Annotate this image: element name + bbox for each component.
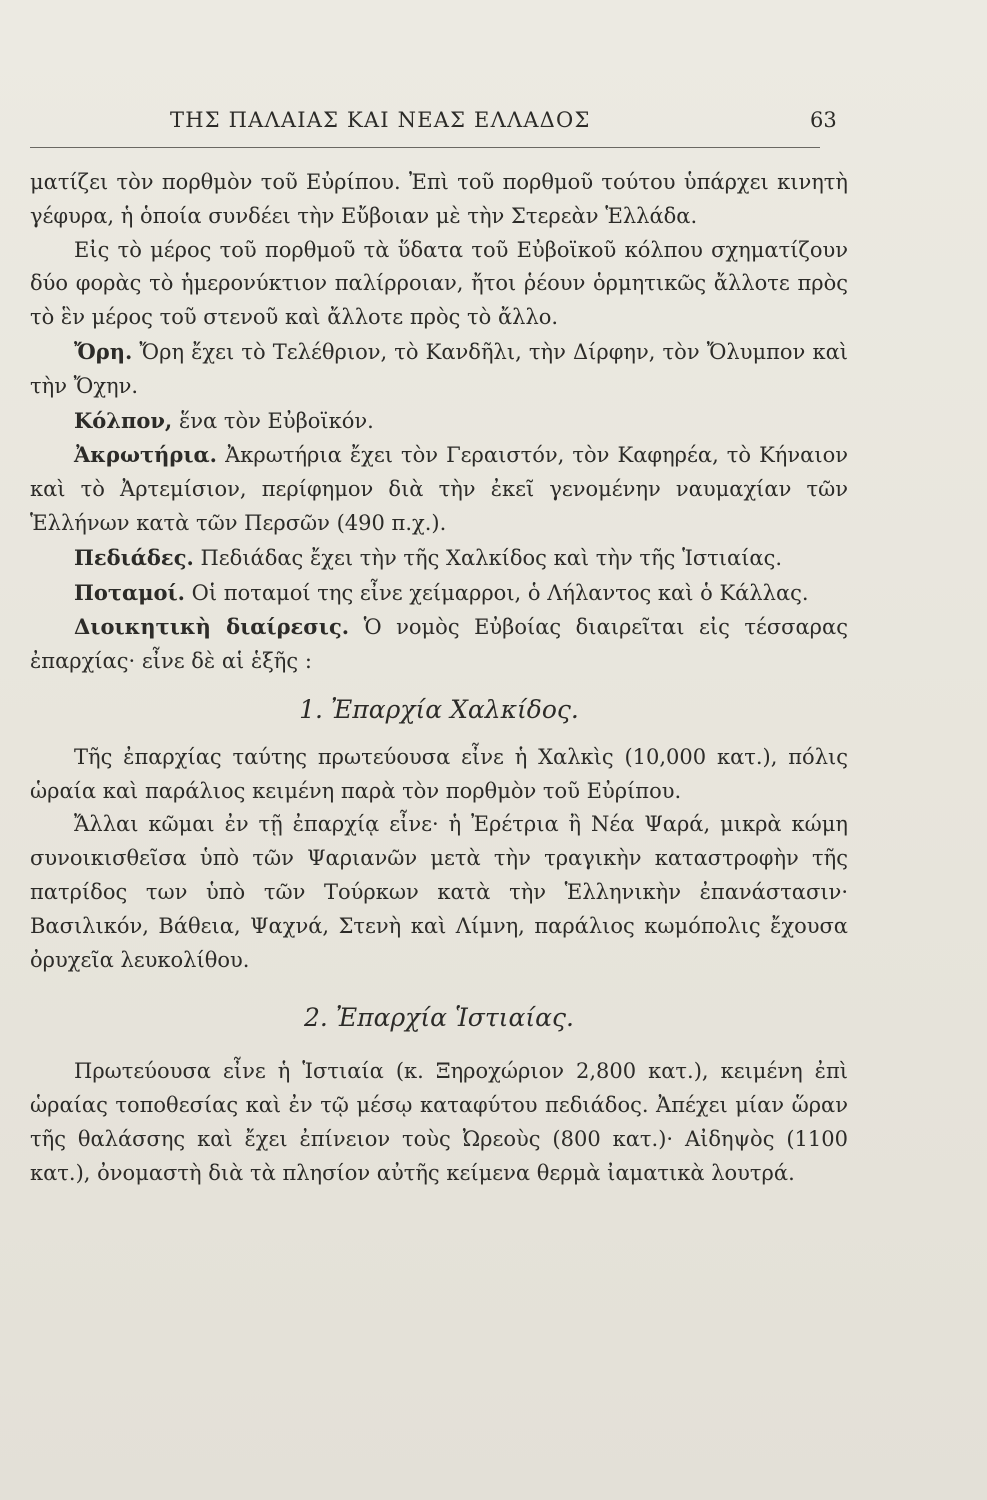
paragraph-capes [30, 438, 848, 540]
paragraph-plains [30, 541, 848, 576]
section-heading: Πεδιάδες. [74, 544, 194, 570]
section-heading: Κόλπον, [74, 407, 173, 433]
paragraph-text: Ἀκρωτήρια ἔχει τὸν Γεραιστόν, τὸν Καφηρέα, τὸ Κήναιον καὶ τὸ Ἀρτεμίσιον, περίφημον διὰ τὴν ἐκεῖ γενομένην ναυμαχίαν τῶν Ἑλλήνων κατὰ τῶν Περσῶν (490 π.χ.). [30, 443, 848, 535]
subsection-heading: 1. Ἐπαρχία Χαλκίδος. [299, 694, 579, 724]
paragraph: ματίζει τὸν πορθμὸν τοῦ Εὐρίπου. Ἐπὶ τοῦ πορθμοῦ τούτου ὑπάρχει κινητὴ γέφυρα, ἡ ὁποία συνδέει τὴν Εὔβοιαν μὲ τὴν Στερεὰν Ἑλλάδα. [30, 170, 848, 228]
header-rule [30, 147, 820, 148]
section-heading: Ὄρη. [74, 338, 133, 364]
paragraph-text: Οἱ ποταμοί της εἶνε χείμαρροι, ὁ Λήλαντος καὶ ὁ Κάλλας. [191, 580, 809, 605]
paragraph-gulf [30, 404, 848, 439]
subsection-heading: 2. Ἐπαρχία Ἱστιαίας. [304, 1003, 574, 1033]
paragraph-text: Πεδιάδας ἔχει τὴν τῆς Χαλκίδος καὶ τὴν τῆς Ἱστιαίας. [200, 545, 783, 570]
paragraph: Πρωτεύουσα εἶνε ἡ Ἱστιαία (κ. Ξηροχώριον 2,800 κατ.), κειμένη ἐπὶ ὡραίας τοποθεσίας καὶ ἐν τῷ μέσῳ καταφύτου πεδιάδος. Ἀπέχει μίαν ὥραν τῆς θαλάσσης καὶ ἔχει ἐπίνειον τοὺς Ὠρεοὺς (800 κατ.)· Αἰδηψὸς (1100 κατ.), ὀνομαστὴ διὰ τὰ πλησίον αὐτῆς κείμενα θερμὰ ἰαματικὰ λουτρά. [30, 1059, 848, 1185]
running-title: ΤΗΣ ΠΑΛΑΙΑΣ ΚΑΙ ΝΕΑΣ ΕΛΛΑΔΟΣ [170, 108, 591, 132]
paragraph: Ἄλλαι κῶμαι ἐν τῇ ἐπαρχίᾳ εἶνε· ἡ Ἐρέτρια ἢ Νέα Ψαρά, μικρὰ κώμη συνοικισθεῖσα ὑπὸ τῶν Ψαριανῶν μετὰ τὴν τραγικὴν καταστροφὴν τῆς πατρίδος των ὑπὸ τῶν Τούρκων κατὰ τὴν Ἑλληνικὴν ἐπανάστασιν· Βασιλικόν, Βάθεια, Ψαχνά, Στενὴ καὶ Λίμνη, παράλιος κωμόπολις ἔχουσα ὀρυχεῖα λευκολίθου. [30, 812, 848, 972]
paragraph-mountains [30, 335, 848, 404]
paragraph: Εἰς τὸ μέρος τοῦ πορθμοῦ τὰ ὕδατα τοῦ Εὐβοϊκοῦ κόλπου σχηματίζουν δύο φορὰς τὸ ἡμερονύκτιον παλίρροιαν, ἤτοι ῥέουν ὁρμητικῶς ἄλλοτε πρὸς τὸ ἓν μέρος τοῦ στενοῦ καὶ ἄλλοτε πρὸς τὸ ἄλλο. [30, 237, 848, 330]
paragraph-rivers [30, 576, 848, 611]
paragraph-text: Ὄρη ἔχει τὸ Τελέθριον, τὸ Κανδῆλι, τὴν Δίρφην, τὸν Ὄλυμπον καὶ τὴν Ὄχην. [30, 339, 848, 398]
section-heading: Ποταμοί. [74, 579, 185, 605]
paragraph-text: Ὁ νομὸς Εὐβοίας διαιρεῖται εἰς τέσσαρας ἐπαρχίας· εἶνε δὲ αἱ ἑξῆς : [30, 615, 848, 674]
page-header [30, 108, 837, 148]
paragraph-division [30, 610, 848, 679]
page-body [30, 166, 848, 1190]
section-heading: Ἀκρωτήρια. [74, 442, 217, 468]
paragraph-text: ἕνα τὸν Εὐβοϊκόν. [178, 408, 374, 433]
page-number: 63 [810, 108, 837, 132]
paragraph: Τῆς ἐπαρχίας ταύτης πρωτεύουσα εἶνε ἡ Χαλκὶς (10,000 κατ.), πόλις ὡραία καὶ παράλιος κειμένη παρὰ τὸν πορθμὸν τοῦ Εὐρίπου. [30, 744, 848, 803]
section-heading: Διοικητικὴ διαίρεσις. [74, 614, 350, 640]
